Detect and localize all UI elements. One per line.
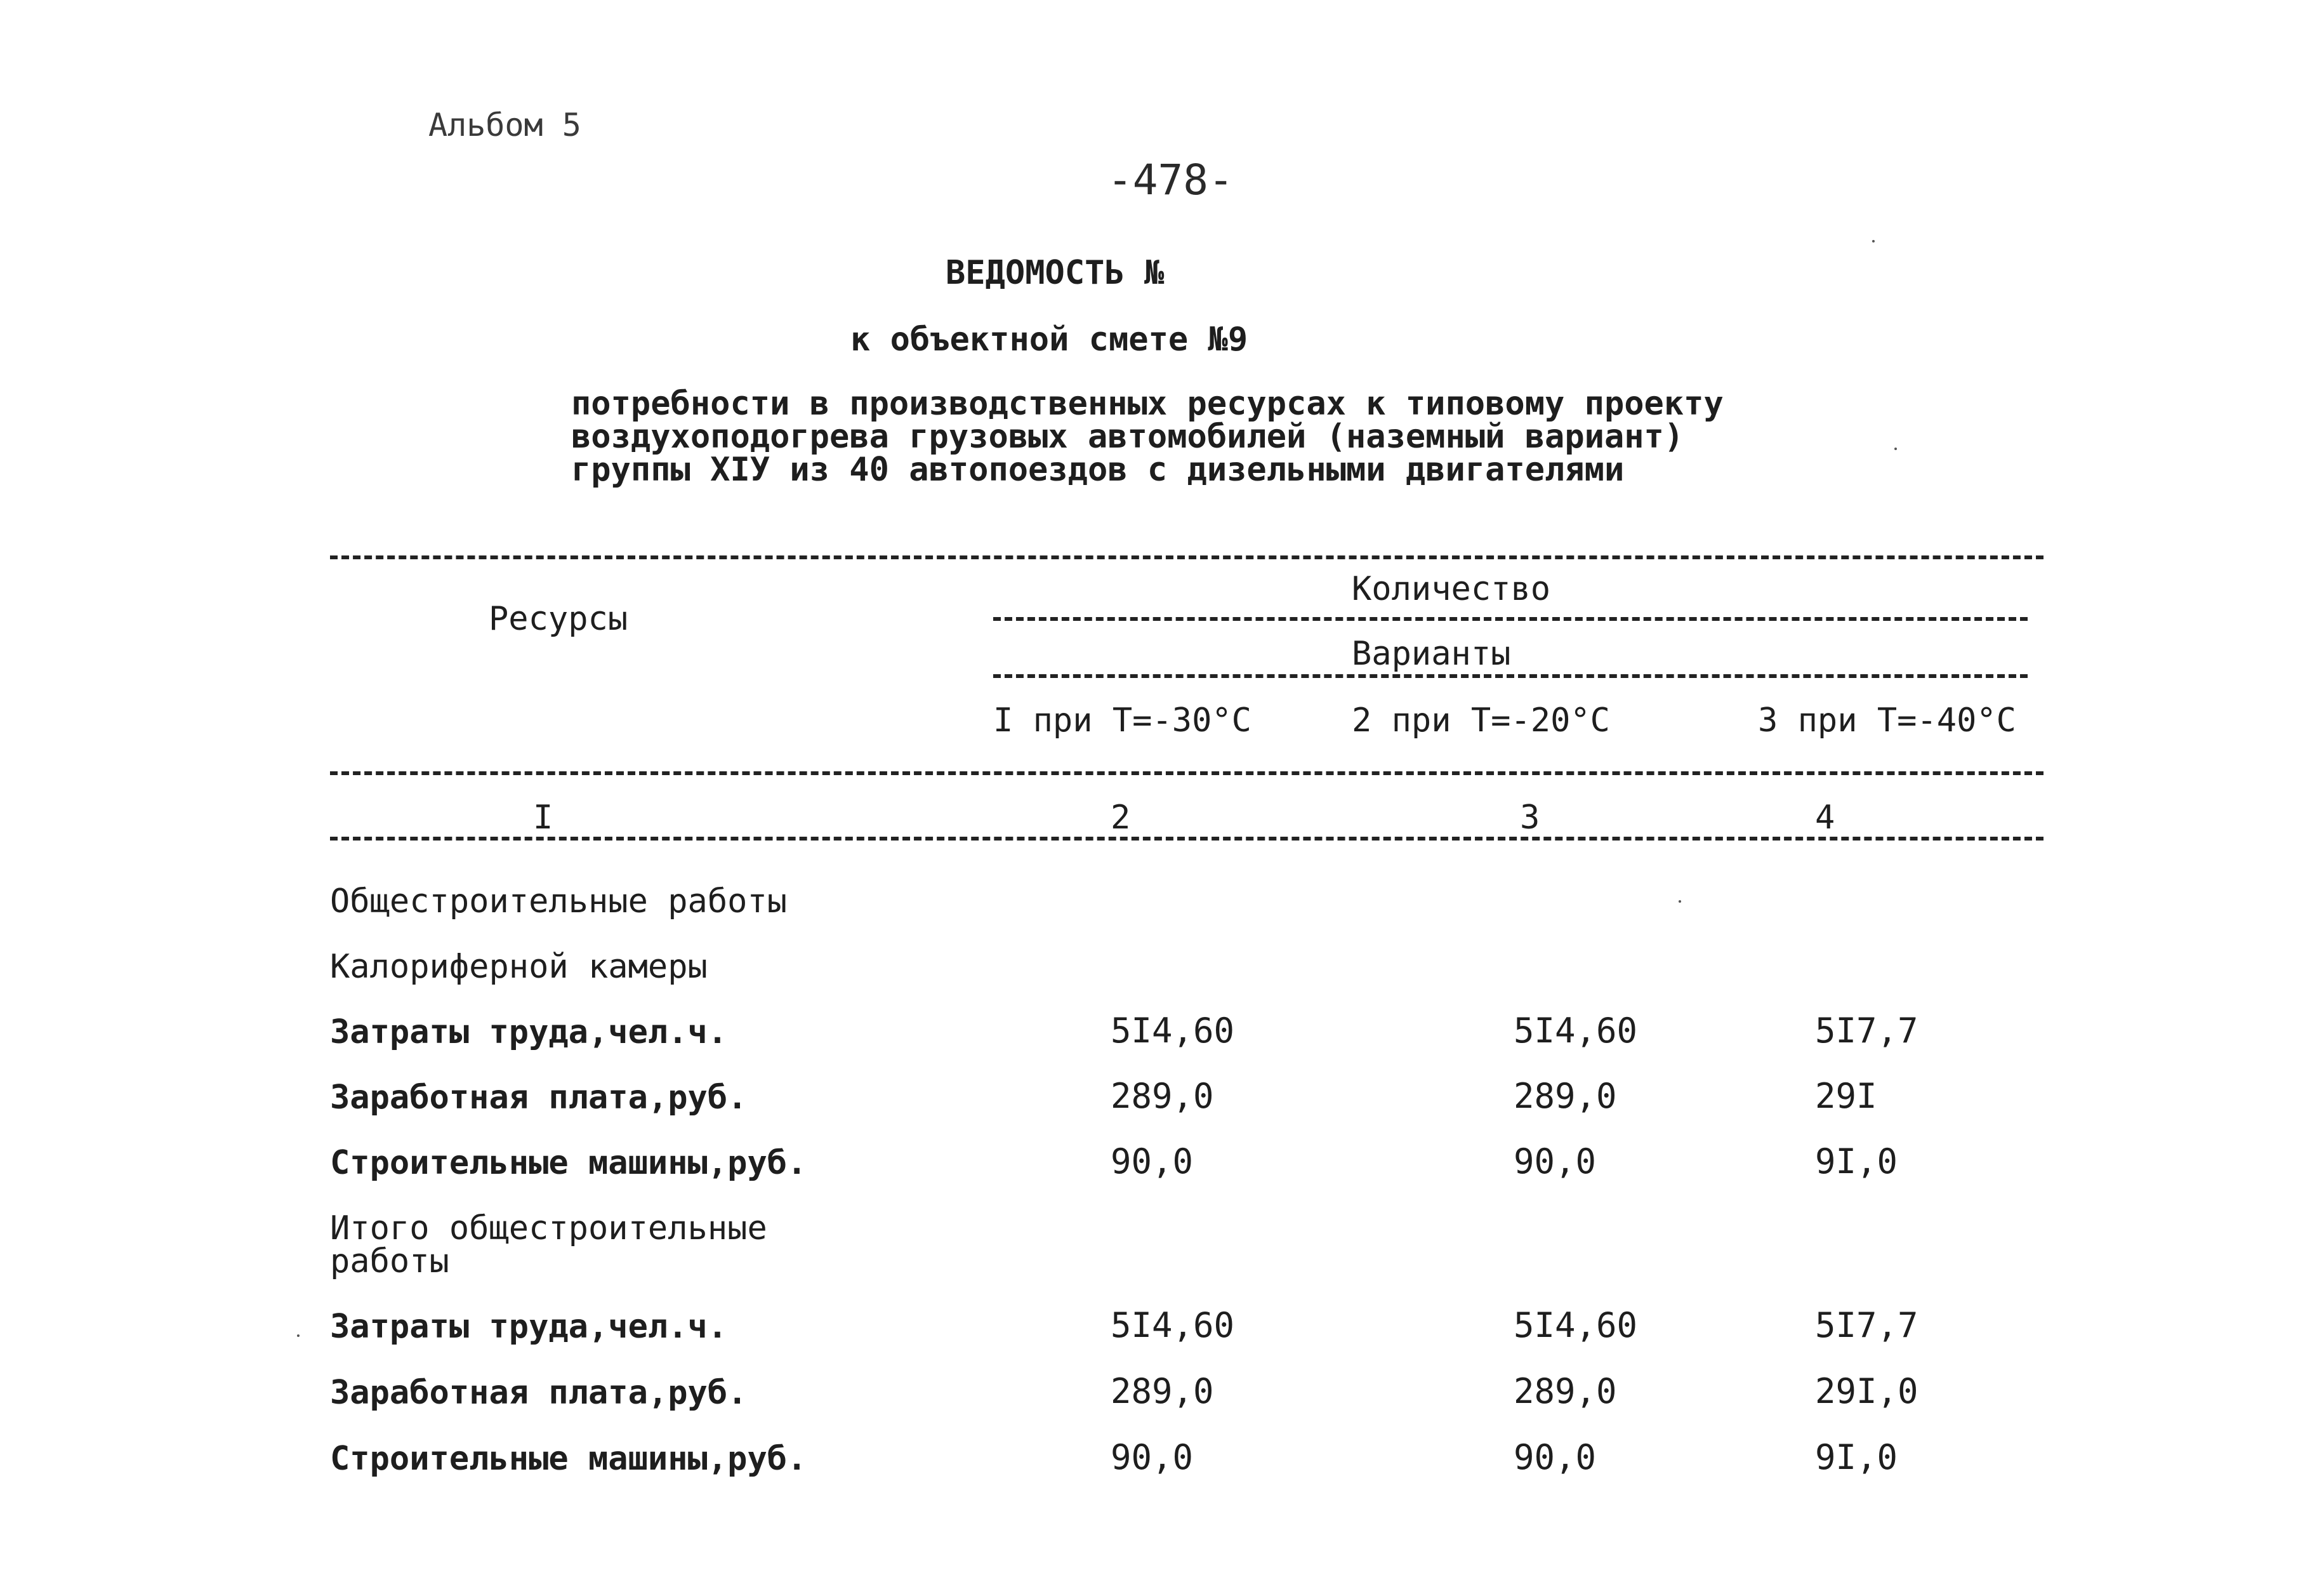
- column-number-1: I: [533, 799, 553, 837]
- variant-header-1: I при Т=-30°С: [993, 701, 1251, 740]
- resources-header: Ресурсы: [489, 600, 628, 638]
- scan-speck: [297, 1334, 300, 1337]
- row-value-2: 289,0: [1514, 1371, 1617, 1411]
- row-value-1: 5I4,60: [1111, 1305, 1235, 1345]
- album-label: Альбом 5: [428, 107, 581, 143]
- description-line-2: воздухоподогрева грузовых автомобилей (наземный вариант): [571, 418, 1684, 456]
- table-top-rule: [330, 555, 2043, 559]
- row-value-2: 5I4,60: [1514, 1011, 1638, 1051]
- column-number-4: 4: [1815, 799, 1835, 837]
- row-label: Строительные машины,руб.: [330, 1144, 807, 1182]
- row-value-3: 29I,0: [1815, 1371, 1918, 1411]
- header-bottom-rule: [330, 771, 2043, 775]
- row-label: Заработная плата,руб.: [330, 1374, 748, 1412]
- row-label: Строительные машины,руб.: [330, 1440, 807, 1478]
- row-value-1: 289,0: [1111, 1371, 1214, 1411]
- row-value-3: 9I,0: [1815, 1437, 1898, 1477]
- row-value-3: 5I7,7: [1815, 1305, 1918, 1345]
- description-line-1: потребности в производственных ресурсах к типовому проекту: [571, 385, 1724, 423]
- row-label: Заработная плата,руб.: [330, 1079, 748, 1117]
- variants-rule: [993, 674, 2028, 678]
- page-number: -478-: [1107, 156, 1234, 204]
- document-title: ВЕДОМОСТЬ №: [946, 254, 1165, 292]
- column-numbers-rule: [330, 837, 2043, 841]
- row-value-1: 5I4,60: [1111, 1011, 1235, 1051]
- column-number-3: 3: [1520, 799, 1540, 837]
- row-label-continuation: работы: [330, 1242, 449, 1280]
- variants-header: Варианты: [1352, 635, 1511, 673]
- quantity-rule: [993, 617, 2028, 621]
- variant-header-3: 3 при Т=-40°С: [1758, 701, 2016, 740]
- row-label: Затраты труда,чел.ч.: [330, 1308, 728, 1346]
- row-label: Общестроительные работы: [330, 882, 788, 920]
- row-label: Итого общестроительные: [330, 1209, 767, 1247]
- scan-speck: [1872, 240, 1875, 243]
- row-value-2: 289,0: [1514, 1076, 1617, 1116]
- row-value-3: 5I7,7: [1815, 1011, 1918, 1051]
- row-value-3: 9I,0: [1815, 1141, 1898, 1181]
- scan-speck: [1894, 448, 1897, 450]
- column-number-2: 2: [1111, 799, 1131, 837]
- row-value-1: 289,0: [1111, 1076, 1214, 1116]
- row-value-2: 5I4,60: [1514, 1305, 1638, 1345]
- row-value-1: 90,0: [1111, 1437, 1194, 1477]
- row-value-2: 90,0: [1514, 1437, 1597, 1477]
- row-value-2: 90,0: [1514, 1141, 1597, 1181]
- quantity-header: Количество: [1352, 570, 1551, 608]
- document-subtitle: к объектной смете №9: [850, 321, 1248, 359]
- row-value-1: 90,0: [1111, 1141, 1194, 1181]
- scan-speck: [1679, 900, 1681, 903]
- row-label: Калориферной камеры: [330, 948, 708, 986]
- row-value-3: 29I: [1815, 1076, 1877, 1116]
- row-label: Затраты труда,чел.ч.: [330, 1013, 728, 1051]
- description-line-3: группы XIУ из 40 автопоездов с дизельными двигателями: [571, 451, 1625, 489]
- variant-header-2: 2 при Т=-20°С: [1352, 701, 1610, 740]
